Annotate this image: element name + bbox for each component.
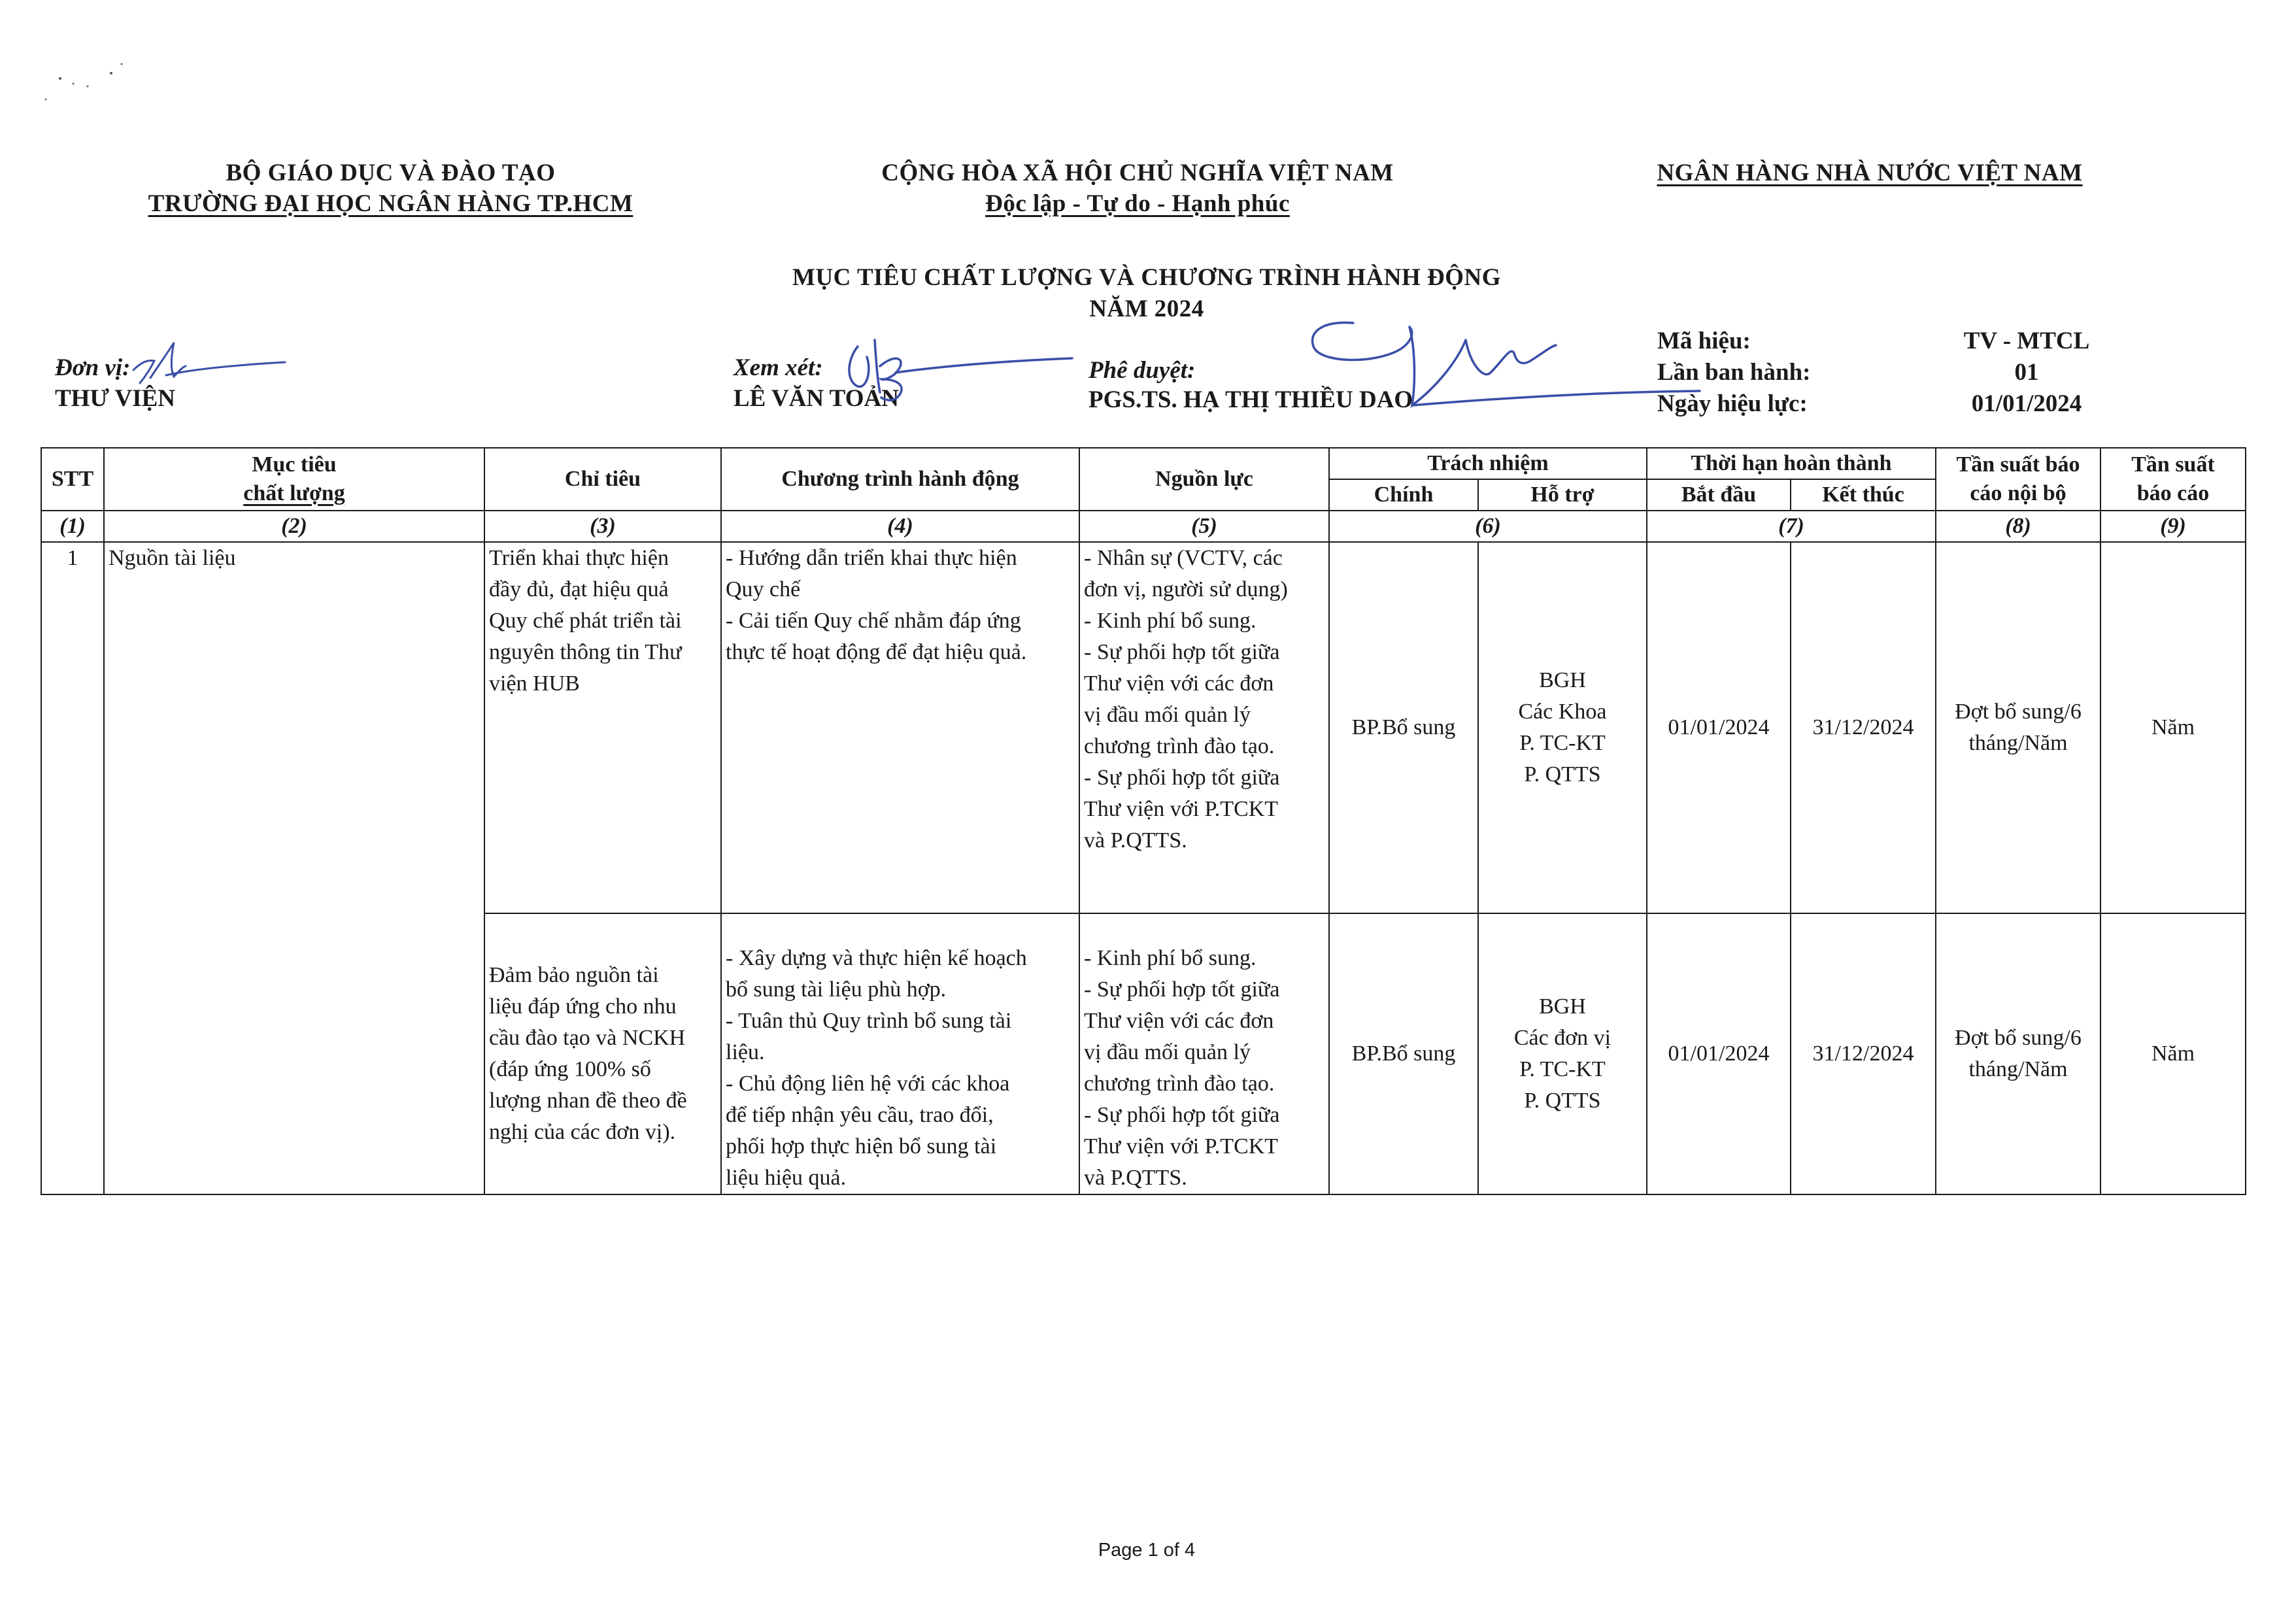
resource-line: Thư viện với P.TCKT	[1084, 1134, 1279, 1159]
target-line: liệu đáp ứng cho nhu	[489, 994, 677, 1019]
program-line: liệu.	[726, 1040, 765, 1064]
col-header-support: Hỗ trợ	[1478, 479, 1647, 511]
review-name: LÊ VĂN TOẢN	[734, 385, 899, 412]
program-line: - Hướng dẫn triển khai thực hiện	[726, 546, 1017, 570]
program-line: - Chủ động liên hệ với các khoa	[726, 1072, 1010, 1096]
speckle-marks	[39, 59, 137, 105]
quality-objectives-table	[41, 447, 2246, 1195]
support-line: BGH	[1539, 668, 1586, 692]
row-internal-frequency	[1936, 542, 2100, 913]
col-number-6: (6)	[1329, 511, 1647, 542]
page-number: Page 1 of 4	[1098, 1540, 1196, 1561]
col-number-7: (7)	[1647, 511, 1936, 542]
target-line: đầy đủ, đạt hiệu quả	[489, 577, 669, 601]
col-header-objective	[104, 448, 484, 511]
document-title: MỤC TIÊU CHẤT LƯỢNG VÀ CHƯƠNG TRÌNH HÀNH ĐỘNG	[792, 264, 1501, 291]
approve-name: PGS.TS. HẠ THỊ THIỀU DAO	[1088, 386, 1413, 413]
row-start-date: 01/01/2024	[1647, 913, 1791, 1194]
resource-line: vị đầu mối quản lý	[1084, 1040, 1251, 1064]
university-name: TRƯỜNG ĐẠI HỌC NGÂN HÀNG TP.HCM	[148, 190, 633, 217]
internal-line: tháng/Năm	[1968, 731, 2068, 755]
target-line: Quy chế phát triển tài	[489, 609, 682, 633]
row-program	[721, 542, 1079, 913]
row-resources	[1079, 913, 1329, 1194]
col-number-9: (9)	[2100, 511, 2246, 542]
row-report-frequency: Năm	[2100, 542, 2246, 913]
unit-label: Đơn vị:	[55, 354, 131, 381]
internal-line: tháng/Năm	[1968, 1057, 2068, 1081]
resource-line: - Kinh phí bổ sung.	[1084, 609, 1257, 633]
col-header-responsibility: Trách nhiệm	[1329, 448, 1647, 479]
col-header-objective-l1: Mục tiêu	[252, 452, 337, 477]
support-line: Các Khoa	[1518, 700, 1607, 724]
program-line: để tiếp nhận yêu cầu, trao đổi,	[726, 1103, 994, 1127]
support-line: P. QTTS	[1524, 762, 1601, 787]
resource-line: chương trình đào tạo.	[1084, 734, 1275, 758]
approve-signature	[1294, 307, 1719, 431]
support-line: P. TC-KT	[1519, 731, 1606, 755]
row-support	[1478, 542, 1647, 913]
table-row	[41, 542, 2246, 913]
row-stt: 1	[41, 542, 104, 1194]
bank-name: NGÂN HÀNG NHÀ NƯỚC VIỆT NAM	[1657, 160, 2083, 186]
resource-line: - Sự phối hợp tốt giữa	[1084, 640, 1280, 664]
republic-name: CỘNG HÒA XÃ HỘI CHỦ NGHĨA VIỆT NAM	[881, 160, 1394, 186]
col-header-start: Bắt đầu	[1647, 479, 1791, 511]
support-line: Các đơn vị	[1513, 1026, 1611, 1050]
row-internal-frequency	[1936, 913, 2100, 1194]
review-signature	[843, 327, 1079, 405]
effective-value: 01/01/2024	[1971, 390, 2082, 417]
unit-name: THƯ VIỆN	[55, 385, 176, 412]
resource-line: - Sự phối hợp tốt giữa	[1084, 766, 1280, 790]
scan-speckles	[39, 59, 137, 105]
resource-line: Thư viện với các đơn	[1084, 1009, 1274, 1033]
resource-line: chương trình đào tạo.	[1084, 1072, 1275, 1096]
row-main-responsible: BP.Bổ sung	[1329, 542, 1478, 913]
resource-line: vị đầu mối quản lý	[1084, 703, 1251, 727]
row-report-frequency: Năm	[2100, 913, 2246, 1194]
col-number-8: (8)	[1936, 511, 2100, 542]
resource-line: - Sự phối hợp tốt giữa	[1084, 1103, 1280, 1127]
issue-value: 01	[2014, 359, 2039, 386]
program-line: liệu hiệu quả.	[726, 1166, 847, 1190]
program-line: - Xây dựng và thực hiện kế hoạch	[726, 946, 1027, 970]
col-header-program: Chương trình hành động	[721, 448, 1079, 511]
col-number-1: (1)	[41, 511, 104, 542]
document-year: NĂM 2024	[1089, 296, 1204, 322]
col-header-end: Kết thúc	[1791, 479, 1936, 511]
row-main-responsible: BP.Bổ sung	[1329, 913, 1478, 1194]
unit-signature	[128, 336, 292, 395]
col-header-internal-frequency	[1936, 448, 2100, 511]
row-start-date: 01/01/2024	[1647, 542, 1791, 913]
row-end-date: 31/12/2024	[1791, 542, 1936, 913]
col-number-4: (4)	[721, 511, 1079, 542]
target-line: lượng nhan đề theo đề	[489, 1089, 687, 1113]
resource-line: - Kinh phí bổ sung.	[1084, 946, 1257, 970]
col-header-report-l2: báo cáo	[2136, 481, 2210, 505]
col-header-report-frequency	[2100, 448, 2246, 511]
internal-line: Đợt bổ sung/6	[1955, 1026, 2082, 1050]
col-header-deadline: Thời hạn hoàn thành	[1647, 448, 1936, 479]
resource-line: Thư viện với P.TCKT	[1084, 797, 1279, 821]
col-header-internal-l2: cáo nội bộ	[1970, 481, 2066, 505]
target-line: viện HUB	[489, 671, 580, 696]
support-line: BGH	[1539, 994, 1586, 1019]
col-header-target: Chỉ tiêu	[484, 448, 721, 511]
column-number-row	[41, 511, 2246, 542]
resource-line: - Nhân sự (VCTV, các	[1084, 546, 1283, 570]
row-target	[484, 542, 721, 913]
national-motto: Độc lập - Tự do - Hạnh phúc	[985, 190, 1290, 217]
resource-line: và P.QTTS.	[1084, 1166, 1187, 1190]
row-end-date: 31/12/2024	[1791, 913, 1936, 1194]
header-row-1	[41, 448, 2246, 479]
target-line: (đáp ứng 100% số	[489, 1057, 651, 1081]
code-value: TV - MTCL	[1963, 328, 2090, 354]
program-line: - Cải tiến Quy chế nhằm đáp ứng	[726, 609, 1021, 633]
ministry-name: BỘ GIÁO DỤC VÀ ĐÀO TẠO	[226, 160, 556, 186]
target-line: Đảm bảo nguồn tài	[489, 963, 659, 987]
program-line: phối hợp thực hiện bổ sung tài	[726, 1134, 997, 1159]
target-line: nguyên thông tin Thư	[489, 640, 682, 664]
row-program	[721, 913, 1079, 1194]
support-line: P. TC-KT	[1519, 1057, 1606, 1081]
code-label: Mã hiệu:	[1657, 328, 1751, 354]
program-line: bổ sung tài liệu phù hợp.	[726, 977, 947, 1002]
col-number-5: (5)	[1079, 511, 1329, 542]
col-header-objective-l2: chất lượng	[243, 481, 345, 505]
approve-label: Phê duyệt:	[1088, 357, 1196, 384]
review-label: Xem xét:	[734, 354, 823, 381]
col-number-2: (2)	[104, 511, 484, 542]
program-line: - Tuân thủ Quy trình bổ sung tài	[726, 1009, 1012, 1033]
program-line: Quy chế	[726, 577, 801, 601]
row-support	[1478, 913, 1647, 1194]
effective-label: Ngày hiệu lực:	[1657, 390, 1808, 417]
col-header-internal-l1: Tần suất báo	[1956, 452, 2080, 477]
row-target	[484, 913, 721, 1194]
col-header-report-l1: Tần suất	[2131, 452, 2215, 477]
resource-line: Thư viện với các đơn	[1084, 671, 1274, 696]
resource-line: đơn vị, người sử dụng)	[1084, 577, 1288, 601]
col-header-resources: Nguồn lực	[1079, 448, 1329, 511]
support-line: P. QTTS	[1524, 1089, 1601, 1113]
target-line: Triển khai thực hiện	[489, 546, 669, 570]
row-resources	[1079, 542, 1329, 913]
target-line: nghị của các đơn vị).	[489, 1120, 676, 1144]
resource-line: - Sự phối hợp tốt giữa	[1084, 977, 1280, 1002]
row-objective: Nguồn tài liệu	[104, 542, 484, 1194]
target-line: cầu đào tạo và NCKH	[489, 1026, 686, 1050]
resource-line: và P.QTTS.	[1084, 828, 1187, 853]
program-line: thực tế hoạt động để đạt hiệu quả.	[726, 640, 1027, 664]
col-number-3: (3)	[484, 511, 721, 542]
internal-line: Đợt bổ sung/6	[1955, 700, 2082, 724]
issue-label: Lần ban hành:	[1657, 359, 1811, 386]
col-header-main: Chính	[1329, 479, 1478, 511]
col-header-stt: STT	[41, 448, 104, 511]
